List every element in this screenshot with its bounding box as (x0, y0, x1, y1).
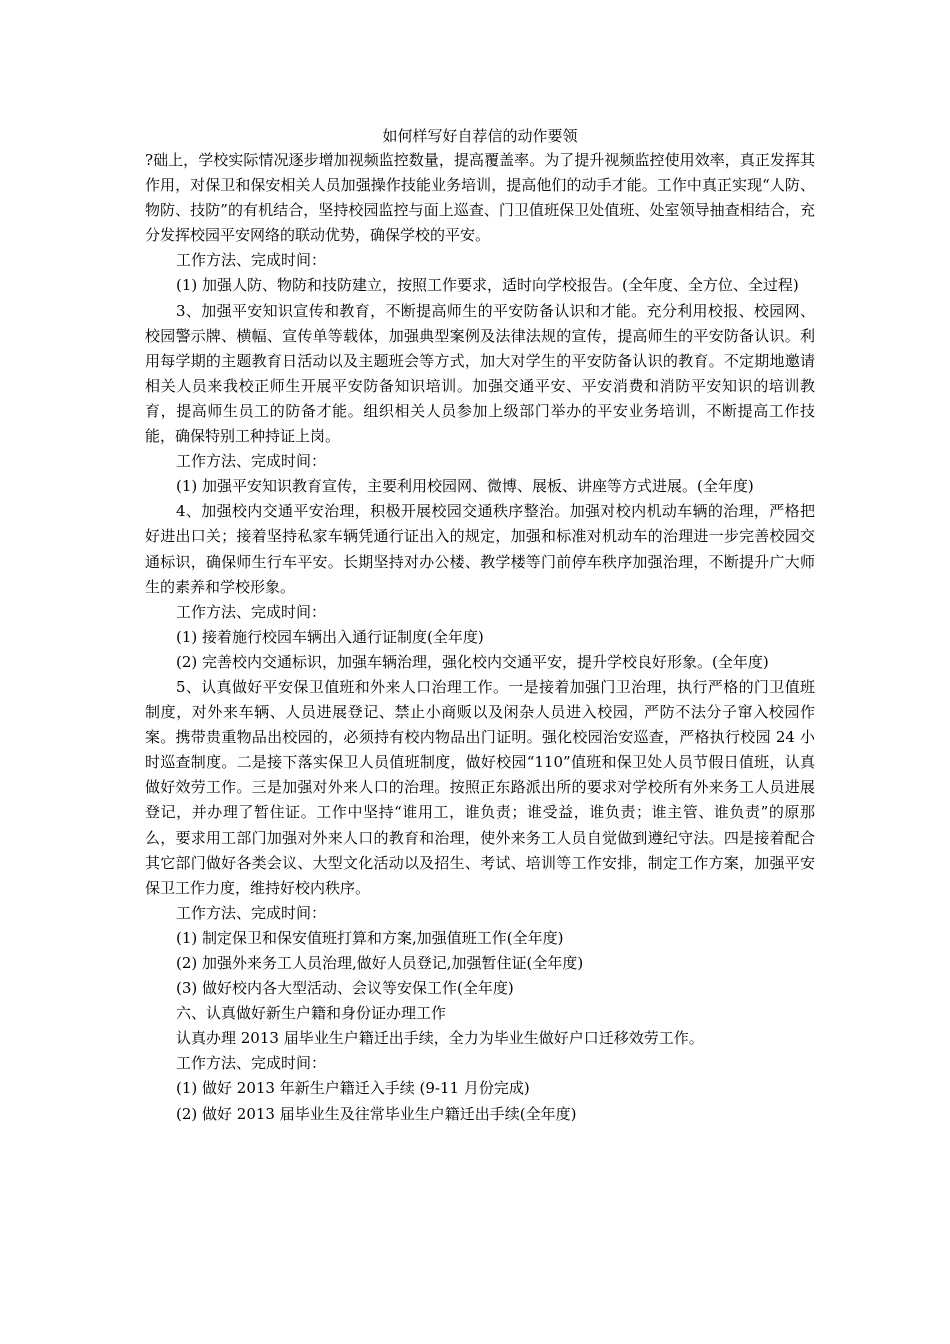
document-body (145, 148, 815, 1127)
paragraph: 工作方法、完成时间： (176, 251, 327, 270)
paragraph: 六、认真做好新生户籍和身份证办理工作 (176, 1004, 447, 1023)
document-title: 如何样写好自荐信的动作要领 (382, 127, 578, 145)
paragraph: (2) 完善校内交通标识，加强车辆治理，强化校内交通平安，提升学校良好形象。(全年度) (176, 652, 769, 671)
paragraph: (3) 做好校内各大型活动、会议等安保工作(全年度) (176, 979, 514, 998)
document-page (145, 124, 815, 1127)
paragraph: (2) 加强外来务工人员治理,做好人员登记,加强暂住证(全年度) (176, 954, 584, 972)
paragraph: (2) 做好 2013 届毕业生及往常毕业生户籍迁出手续(全年度) (176, 1104, 577, 1123)
paragraph: (1) 加强平安知识教育宣传，主要利用校园网、微博、展板、讲座等方式进展。(全年度) (176, 477, 754, 496)
paragraph: 5、认真做好平安保卫值班和外来人口治理工作。一是接着加强门卫治理，执行严格的门卫值班制度，对外来车辆、人员进展登记、禁止小商贩以及闲杂人员进入校园，严防不法分子窜入校园作案。携带贵重物品出校园的，必须持有校内物品出门证明。强化校园治安巡查，严格执行校园 24 小时巡查制度。二是接下落实保卫人员值班制度，做好校园“110”值班和保卫处人员节假日值班，认真做好效劳工作。三是加强对外来人口的治理。按照正东路派出所的要求对学校所有外来务工人员进展登记，并办理了暂住证。工作中坚持“谁用工，谁负责；谁受益，谁负责；谁主管、谁负责”的原那么，要求用工部门加强对外来人口的教育和治理，使外来务工人员自觉做到遵纪守法。四是接着配合其它部门做好各类会议、大型文化活动以及招生、考试、培训等工作安排，制定工作方案，加强平安保卫工作力度，维持好校内秩序。 (145, 677, 815, 897)
paragraph: 工作方法、完成时间： (176, 1054, 327, 1073)
paragraph: 工作方法、完成时间： (176, 452, 327, 471)
paragraph: (1) 制定保卫和保安值班打算和方案,加强值班工作(全年度) (176, 928, 564, 947)
paragraph: 工作方法、完成时间： (176, 602, 327, 621)
paragraph: 工作方法、完成时间： (176, 903, 327, 922)
paragraph: (1) 做好 2013 年新生户籍迁入手续 (9-11 月份完成) (176, 1079, 530, 1098)
paragraph: ?础上，学校实际情况逐步增加视频监控数量，提高覆盖率。为了提升视频监控使用效率，真正发挥其作用，对保卫和保安相关人员加强操作技能业务培训，提高他们的动手才能。工作中真正实现“人防、物防、技防”的有机结合，坚持校园监控与面上巡查、门卫值班保卫处值班、处室领导抽查相结合，充分发挥校园平安网络的联动优势，确保学校的平安。 (145, 151, 815, 245)
paragraph: 认真办理 2013 届毕业生户籍迁出手续，全力为毕业生做好户口迁移效劳工作。 (176, 1029, 704, 1048)
paragraph: 4、加强校内交通平安治理，积极开展校园交通秩序整治。加强对校内机动车辆的治理，严格把好进出口关；接着坚持私家车辆凭通行证出入的规定，加强和标准对机动车的治理进一步完善校园交通标识，确保师生行车平安。长期坚持对办公楼、教学楼等门前停车秩序加强治理，不断提升广大师生的素养和学校形象。 (145, 502, 815, 596)
paragraph: 3、加强平安知识宣传和教育，不断提高师生的平安防备认识和才能。充分利用校报、校园网、校园警示牌、横幅、宣传单等载体，加强典型案例及法律法规的宣传，提高师生的平安防备认识。利用每学期的主题教育日活动以及主题班会等方式，加大对学生的平安防备认识的教育。不定期地邀请相关人员来我校正师生开展平安防备知识培训。加强交通平安、平安消费和消防平安知识的培训教育，提高师生员工的防备才能。组织相关人员参加上级部门举办的平安业务培训，不断提高工作技能，确保特别工种持证上岗。 (145, 301, 815, 446)
paragraph: (1) 加强人防、物防和技防建立，按照工作要求，适时向学校报告。(全年度、全方位、全过程) (176, 276, 799, 295)
paragraph: (1) 接着施行校园车辆出入通行证制度(全年度) (176, 627, 484, 646)
